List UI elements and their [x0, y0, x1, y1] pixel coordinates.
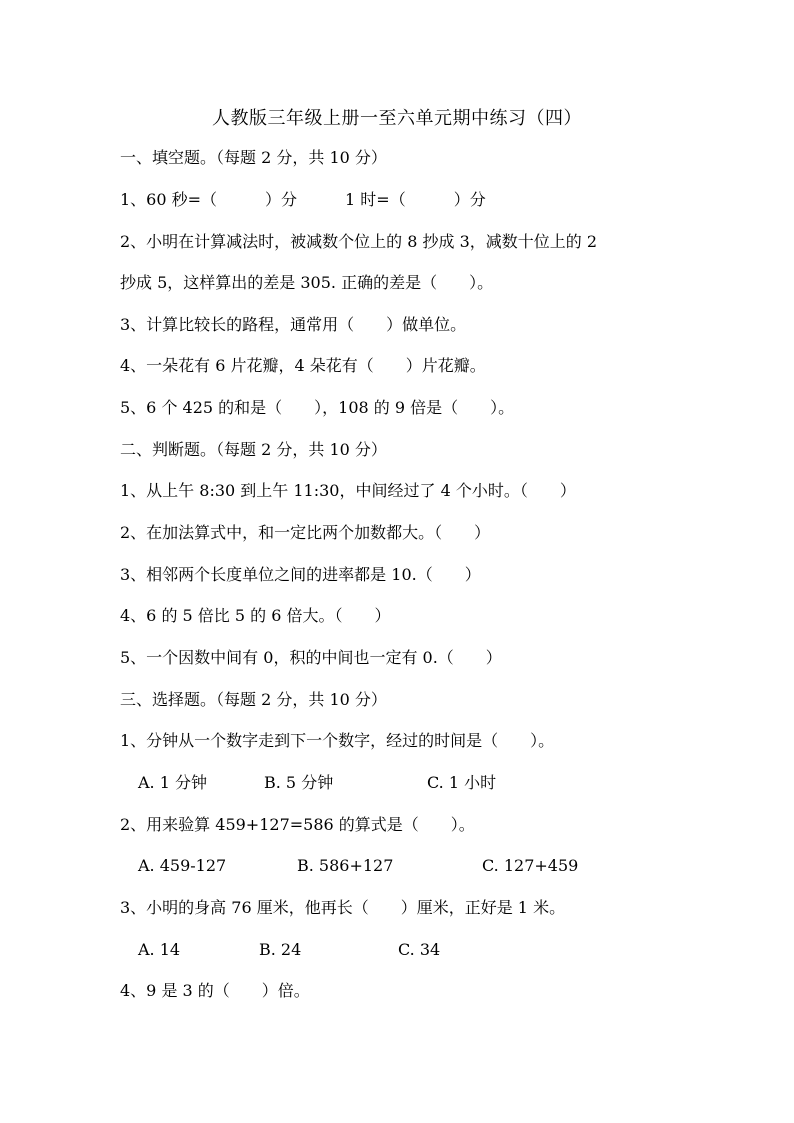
- choice-1-option-a: A. 1 分钟: [138, 773, 207, 792]
- section-heading-choice: 三、选择题。（每题 2 分，共 10 分）: [120, 690, 387, 709]
- choice-question-2: 2、用来验算 459+127=586 的算式是（ ）。: [120, 815, 475, 834]
- choice-3-option-a: A. 14: [138, 940, 181, 959]
- fill-question-2: 2、小明在计算减法时，被减数个位上的 8 抄成 3，减数十位上的 2: [120, 232, 598, 251]
- choice-question-1: 1、分钟从一个数字走到下一个数字，经过的时间是（ ）。: [120, 731, 555, 750]
- judge-question-1: 1、从上午 8:30 到上午 11:30，中间经过了 4 个小时。（ ）: [120, 481, 576, 500]
- page-title: 人教版三年级上册一至六单元期中练习（四）: [212, 108, 582, 129]
- judge-question-2: 2、在加法算式中，和一定比两个加数都大。（ ）: [120, 523, 491, 542]
- fill-question-3: 3、计算比较长的路程，通常用（ ）做单位。: [120, 315, 467, 334]
- choice-3-option-c: C. 34: [398, 940, 441, 959]
- choice-2-option-b: B. 586+127: [297, 856, 394, 875]
- judge-question-4: 4、6 的 5 倍比 5 的 6 倍大。（ ）: [120, 606, 391, 625]
- choice-2-option-c: C. 127+459: [482, 856, 579, 875]
- fill-question-5: 5、6 个 425 的和是（ ），108 的 9 倍是（ ）。: [120, 398, 515, 417]
- fill-question-4: 4、一朵花有 6 片花瓣，4 朵花有（ ）片花瓣。: [120, 356, 486, 375]
- section-heading-true-false: 二、判断题。（每题 2 分，共 10 分）: [120, 440, 387, 459]
- judge-question-3: 3、相邻两个长度单位之间的进率都是 10.（ ）: [120, 565, 481, 584]
- choice-question-3: 3、小明的身高 76 厘米，他再长（ ）厘米，正好是 1 米。: [120, 898, 566, 917]
- choice-1-option-c: C. 1 小时: [427, 773, 497, 792]
- choice-question-4: 4、9 是 3 的（ ）倍。: [120, 981, 310, 1000]
- section-heading-fill-in: 一、填空题。（每题 2 分，共 10 分）: [120, 148, 387, 167]
- choice-2-option-a: A. 459-127: [138, 856, 227, 875]
- fill-question-1: 1、60 秒=（ ）分 1 时=（ ）分: [120, 190, 486, 209]
- judge-question-5: 5、一个因数中间有 0，积的中间也一定有 0.（ ）: [120, 648, 502, 667]
- fill-question-2-cont: 抄成 5，这样算出的差是 305. 正确的差是（ ）。: [120, 273, 494, 292]
- choice-3-option-b: B. 24: [259, 940, 302, 959]
- choice-1-option-b: B. 5 分钟: [264, 773, 334, 792]
